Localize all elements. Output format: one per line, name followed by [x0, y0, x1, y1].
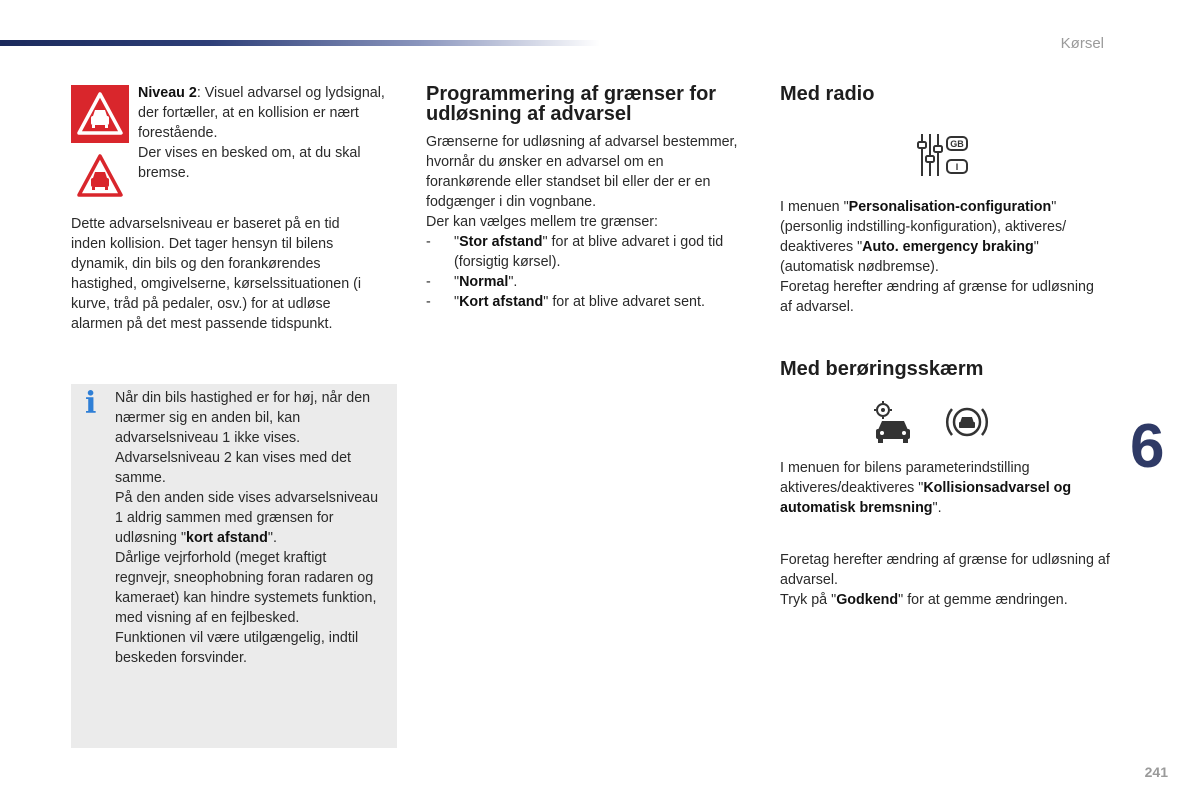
collision-alert-filled-icon — [71, 85, 129, 143]
programming-intro2: Der kan vælges mellem tre grænser: — [426, 214, 659, 230]
touch-p3-pre: Tryk på " — [780, 592, 837, 608]
radio-settings-icon — [916, 132, 974, 186]
radio-icon-i: I — [955, 162, 959, 172]
touchscreen-text-2 — [780, 550, 1110, 610]
level2-text2: Der vises en besked om, at du skal bremse. — [138, 145, 361, 181]
touch-p3-post: " for at gemme ændringen. — [898, 592, 1068, 608]
list-item — [426, 232, 751, 272]
list-pre: " — [454, 274, 460, 290]
page-number: 241 — [1144, 764, 1168, 780]
chapter-number: 6 — [1130, 412, 1165, 481]
level2-label: Niveau 2 — [138, 85, 197, 101]
info-p5: Funktionen vil være utilgængelig, indtil beskeden forsvinder. — [115, 630, 359, 666]
info-p4: Dårlige vejrforhold (meget kraftigt regnvejr, sneophobning foran radaren og kameraet) kan hindre systemets funktion, med visning af en fejlbesked. — [115, 550, 377, 626]
touchscreen-title: Med berøringsskærm — [780, 358, 984, 380]
touchscreen-text — [780, 458, 1110, 518]
touch-p1-bold: Kollisionsadvarsel og automatisk bremsning — [780, 480, 1072, 516]
list-post: " for at blive advaret sent. — [543, 294, 705, 310]
section-title: Kørsel — [1060, 35, 1104, 52]
info-p2: Advarselsniveau 2 kan vises med det samme. — [115, 450, 352, 486]
radio-icon-gb: GB — [950, 139, 964, 149]
touch-p1-post: ". — [932, 500, 942, 516]
list-pre: " — [454, 234, 460, 250]
list-dash: - — [426, 234, 431, 250]
radio-p1-mid: " (personlig indstilling-konfiguration), aktiveres/ deaktiveres " — [780, 199, 1067, 255]
radio-p2: Foretag herefter ændring af grænse for udløsning af advarsel. — [780, 279, 1094, 315]
radio-p1-bold2: Auto. emergency braking — [862, 239, 1034, 255]
touch-p3-bold: Godkend — [836, 592, 899, 608]
info-p1: Når din bils hastighed er for høj, når den nærmer sig en anden bil, kan advarselsniveau 1 ikke vises. — [115, 390, 371, 446]
header-bar — [0, 40, 600, 46]
list-post: ". — [508, 274, 518, 290]
info-p3-pre: På den anden side vises advarselsniveau 1 aldrig sammen med grænsen for udløsning " — [115, 490, 379, 546]
radio-p1-pre: I menuen " — [780, 199, 849, 215]
list-bold: Stor afstand — [459, 234, 543, 250]
list-pre: " — [454, 294, 460, 310]
programming-text — [426, 132, 751, 312]
radio-title: Med radio — [780, 83, 875, 105]
info-text — [115, 388, 385, 668]
list-post: " for at blive advaret i god tid (forsigtig kørsel). — [454, 234, 724, 270]
info-p3-bold: kort afstand — [186, 530, 268, 546]
info-p3-post: ". — [267, 530, 277, 546]
info-icon: i — [85, 386, 97, 421]
radio-p1-post: " (automatisk nødbremse). — [780, 239, 1039, 275]
level-paragraph: Dette advarselsniveau er baseret på en tid inden kollision. Det tager hensyn til bilens dynamik, din bils og den forankørendes hastighed, omgivelserne, kørselssituationen (i kurve, tråd på pedaler, osv.) for at udløse alarmen på det mest passende tidspunkt. — [71, 216, 362, 332]
info-box — [71, 384, 397, 748]
list-item — [426, 292, 751, 312]
list-bold: Kort afstand — [459, 294, 544, 310]
programming-intro: Grænserne for udløsning af advarsel bestemmer, hvornår du ønsker en advarsel om en forankørende eller standset bil eller der er en fodgænger i din vognbane. — [426, 134, 738, 210]
list-dash: - — [426, 274, 431, 290]
list-dash: - — [426, 294, 431, 310]
level2-text: : Visuel advarsel og lydsignal, der fortæller, at en kollision er nært forestående. — [138, 85, 385, 141]
programming-title: Programmering af grænser for udløsning af advarsel — [426, 83, 717, 125]
touch-p1-pre: I menuen for bilens parameterindstilling aktiveres/deaktiveres " — [780, 460, 1030, 496]
list-bold: Normal — [459, 274, 509, 290]
car-settings-icon — [870, 400, 916, 452]
list-item — [426, 272, 751, 292]
touch-p2: Foretag herefter ændring af grænse for udløsning af advarsel. — [780, 552, 1110, 588]
info-p3 — [115, 488, 385, 548]
radio-p1-bold: Personalisation-configuration — [848, 199, 1052, 215]
collision-alert-outline-icon — [71, 147, 129, 205]
level2-description — [138, 83, 398, 183]
radio-text — [780, 197, 1105, 317]
emergency-braking-icon — [944, 401, 990, 449]
